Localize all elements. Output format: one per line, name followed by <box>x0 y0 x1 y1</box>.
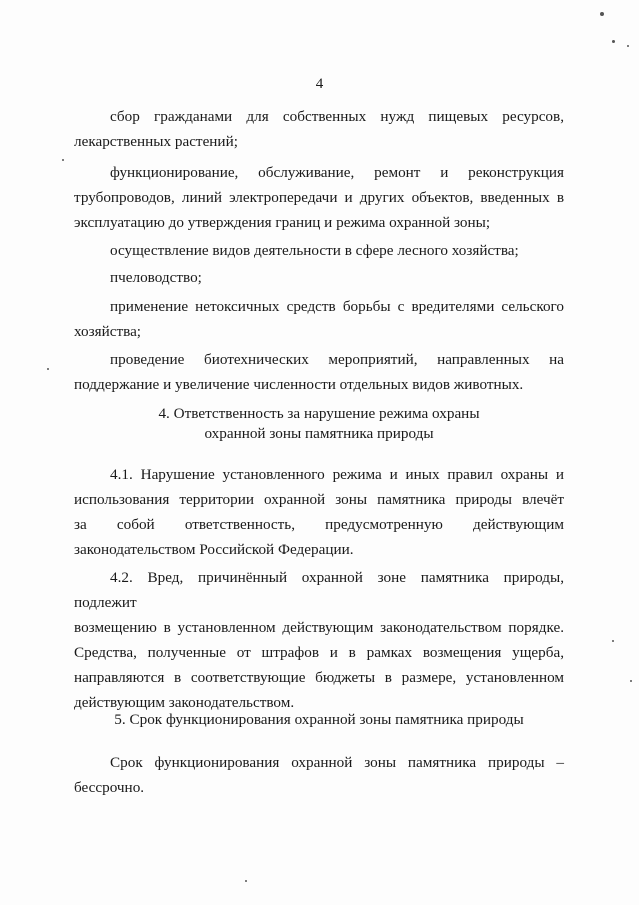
section-4-heading <box>74 404 564 444</box>
list-item-beekeeping: пчеловодство; <box>110 269 202 286</box>
list-item-gathering-line1: сбор гражданами для собственных нужд пищевых ресурсов, <box>110 108 564 125</box>
list-item-infrastructure-line3: эксплуатацию до утверждения границ и режима охранной зоны; <box>74 214 491 231</box>
section-4-heading-line1: 4. Ответственность за нарушение режима охраны <box>158 405 480 422</box>
scan-speck <box>627 45 629 47</box>
list-item-biotech-line1: проведение биотехнических мероприятий, направленных на <box>110 351 564 368</box>
section-4-p1-line3: за собой ответственность, предусмотренную действующим <box>74 516 564 533</box>
list-item-pest-control-line1: применение нетоксичных средств борьбы с вредителями сельского <box>110 298 564 315</box>
scan-speck <box>62 159 64 161</box>
section-4-body <box>74 462 564 715</box>
list-item-biotech-line2: поддержание и увеличение численности отдельных видов животных. <box>74 376 524 393</box>
section-5-heading: 5. Срок функционирования охранной зоны памятника природы <box>114 711 524 728</box>
section-4-heading-line2: охранной зоны памятника природы <box>204 425 434 442</box>
scan-speck <box>245 880 247 882</box>
section-4-p2-line1: 4.2. Вред, причинённый охранной зоне памятника природы, подлежит <box>74 569 564 611</box>
section-4-p2-line3: Средства, полученные от штрафов и в рамках возмещения ущерба, <box>74 644 564 661</box>
scan-speck <box>630 680 632 682</box>
section-5-p1-line2: бессрочно. <box>74 779 145 796</box>
scan-speck <box>600 12 604 16</box>
section-5-body <box>74 750 564 800</box>
section-5-p1-line1: Срок функционирования охранной зоны памятника природы – <box>110 754 564 771</box>
section-4-p1-line2: использования территории охранной зоны памятника природы влечёт <box>74 491 564 508</box>
list-items-block <box>74 104 564 397</box>
page-number: 4 <box>315 76 324 92</box>
scan-speck <box>612 640 614 642</box>
section-4-p1-line4: законодательством Российской Федерации. <box>74 541 354 558</box>
scan-speck <box>47 368 49 370</box>
section-4-p2-line2: возмещению в установленном действующим законодательством порядке. <box>74 619 564 636</box>
list-item-pest-control-line2: хозяйства; <box>74 323 142 340</box>
section-4-p1-line1: 4.1. Нарушение установленного режима и иных правил охраны и <box>110 466 564 483</box>
list-item-gathering-line2: лекарственных растений; <box>74 133 238 150</box>
list-item-infrastructure-line1: функционирование, обслуживание, ремонт и реконструкция <box>110 164 564 181</box>
section-4-p2-line4: направляются в соответствующие бюджеты в размере, установленном <box>74 669 564 686</box>
scan-speck <box>612 40 615 43</box>
list-item-infrastructure-line2: трубопроводов, линий электропередачи и других объектов, введенных в <box>74 189 564 206</box>
section-4-p2-line5: действующим законодательством. <box>74 694 295 711</box>
list-item-forestry: осуществление видов деятельности в сфере лесного хозяйства; <box>110 242 519 259</box>
